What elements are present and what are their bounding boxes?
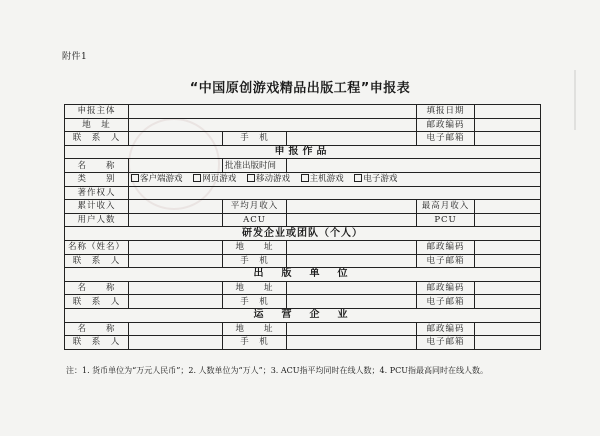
category-option-console[interactable]: [301, 173, 344, 185]
operator-email-field[interactable]: [475, 336, 541, 350]
form-row-copyright: [65, 186, 541, 200]
subject-field[interactable]: [129, 105, 417, 119]
operator-email-label: 电子邮箱: [417, 336, 475, 350]
section-row-developer: [65, 227, 541, 241]
publisher-name-field[interactable]: [129, 281, 223, 295]
category-option-client[interactable]: [131, 173, 183, 185]
max-monthly-label: 最高月收入: [417, 200, 475, 214]
pcu-field[interactable]: [475, 213, 541, 227]
max-monthly-field[interactable]: [475, 200, 541, 214]
operator-address-label: 地 址: [223, 322, 287, 336]
form-row-contact: [65, 132, 541, 146]
operator-phone-field[interactable]: [287, 336, 417, 350]
category-option-electronic[interactable]: [354, 173, 397, 185]
publisher-phone-field[interactable]: [287, 295, 417, 309]
operator-name-field[interactable]: [129, 322, 223, 336]
checkbox-icon[interactable]: [354, 174, 362, 182]
category-option-label: 电子游戏: [363, 174, 398, 185]
copyright-field[interactable]: [129, 186, 541, 200]
avg-monthly-label: 平均月收入: [223, 200, 287, 214]
developer-email-field[interactable]: [475, 254, 541, 268]
form-row-address: [65, 118, 541, 132]
checkbox-icon[interactable]: [247, 174, 255, 182]
form-row-operator-contact: [65, 336, 541, 350]
publisher-contact-label: 联 系 人: [65, 295, 129, 309]
section-title-operator: 运 营 企 业: [65, 308, 541, 322]
category-option-mobile[interactable]: [247, 173, 290, 185]
users-label: 用户人数: [65, 213, 129, 227]
developer-phone-label: 手 机: [223, 254, 287, 268]
developer-postcode-field[interactable]: [475, 240, 541, 254]
publisher-contact-field[interactable]: [129, 295, 223, 309]
developer-contact-field[interactable]: [129, 254, 223, 268]
category-label: 类 别: [65, 172, 129, 186]
operator-postcode-field[interactable]: [475, 322, 541, 336]
form-row-revenue: [65, 200, 541, 214]
checkbox-icon[interactable]: [131, 174, 139, 182]
acu-field[interactable]: [287, 213, 417, 227]
publisher-address-label: 地 址: [223, 281, 287, 295]
developer-email-label: 电子邮箱: [417, 254, 475, 268]
pcu-label: PCU: [417, 213, 475, 227]
approval-time-field[interactable]: [287, 159, 541, 173]
postcode-field[interactable]: [475, 118, 541, 132]
approval-time-label: 批准出版时间: [223, 159, 287, 173]
section-row-publisher: [65, 268, 541, 282]
section-row-operator: [65, 308, 541, 322]
category-option-label: 网页游戏: [202, 174, 237, 185]
category-option-web[interactable]: [193, 173, 236, 185]
category-option-label: 移动游戏: [255, 174, 290, 185]
attachment-label: 附件1: [62, 52, 88, 62]
form-row-work-name: [65, 159, 541, 173]
developer-name-field[interactable]: [129, 240, 223, 254]
revenue-label: 累计收入: [65, 200, 129, 214]
publisher-email-field[interactable]: [475, 295, 541, 309]
acu-label: ACU: [223, 213, 287, 227]
address-field[interactable]: [129, 118, 417, 132]
section-title-publisher: 出 版 单 位: [65, 268, 541, 282]
contact-field[interactable]: [129, 132, 223, 146]
phone-label: 手 机: [223, 132, 287, 146]
developer-name-label: 名称（姓名）: [65, 240, 129, 254]
date-field[interactable]: [475, 105, 541, 119]
users-field[interactable]: [129, 213, 223, 227]
form-row-developer-name: [65, 240, 541, 254]
date-label: 填报日期: [417, 105, 475, 119]
form-row-publisher-contact: [65, 295, 541, 309]
email-label: 电子邮箱: [417, 132, 475, 146]
email-field[interactable]: [475, 132, 541, 146]
operator-contact-field[interactable]: [129, 336, 223, 350]
footnote: 注：1. 货币单位为“万元人民币”；2. 人数单位为“万人”；3. ACU指平均同时在线人数；4. PCU指最高同时在线人数。: [66, 366, 488, 375]
operator-name-label: 名 称: [65, 322, 129, 336]
form-title: “中国原创游戏精品出版工程”申报表: [189, 81, 411, 96]
form-row-subject: [65, 105, 541, 119]
publisher-address-field[interactable]: [287, 281, 417, 295]
subject-label: 申报主体: [65, 105, 129, 119]
postcode-label: 邮政编码: [417, 118, 475, 132]
category-options: [129, 172, 541, 186]
form-row-users: [65, 213, 541, 227]
publisher-email-label: 电子邮箱: [417, 295, 475, 309]
work-name-field[interactable]: [129, 159, 223, 173]
developer-postcode-label: 邮政编码: [417, 240, 475, 254]
operator-contact-label: 联 系 人: [65, 336, 129, 350]
developer-address-field[interactable]: [287, 240, 417, 254]
category-option-label: 主机游戏: [309, 174, 344, 185]
publisher-name-label: 名 称: [65, 281, 129, 295]
revenue-field[interactable]: [129, 200, 223, 214]
address-label: 地 址: [65, 118, 129, 132]
section-row-work: [65, 145, 541, 159]
application-form-table: [64, 104, 541, 350]
operator-phone-label: 手 机: [223, 336, 287, 350]
section-title-developer: 研发企业或团队（个人）: [65, 227, 541, 241]
category-option-label: 客户端游戏: [140, 174, 183, 185]
contact-label: 联 系 人: [65, 132, 129, 146]
avg-monthly-field[interactable]: [287, 200, 417, 214]
form-row-category: [65, 172, 541, 186]
phone-field[interactable]: [287, 132, 417, 146]
operator-postcode-label: 邮政编码: [417, 322, 475, 336]
form-row-developer-contact: [65, 254, 541, 268]
checkbox-icon[interactable]: [301, 174, 309, 182]
publisher-postcode-field[interactable]: [475, 281, 541, 295]
operator-address-field[interactable]: [287, 322, 417, 336]
developer-phone-field[interactable]: [287, 254, 417, 268]
copyright-label: 著作权人: [65, 186, 129, 200]
publisher-phone-label: 手 机: [223, 295, 287, 309]
publisher-postcode-label: 邮政编码: [417, 281, 475, 295]
work-name-label: 名 称: [65, 159, 129, 173]
form-row-publisher-name: [65, 281, 541, 295]
form-row-operator-name: [65, 322, 541, 336]
checkbox-icon[interactable]: [193, 174, 201, 182]
section-title-work: 申报作品: [65, 145, 541, 159]
developer-contact-label: 联 系 人: [65, 254, 129, 268]
developer-address-label: 地 址: [223, 240, 287, 254]
